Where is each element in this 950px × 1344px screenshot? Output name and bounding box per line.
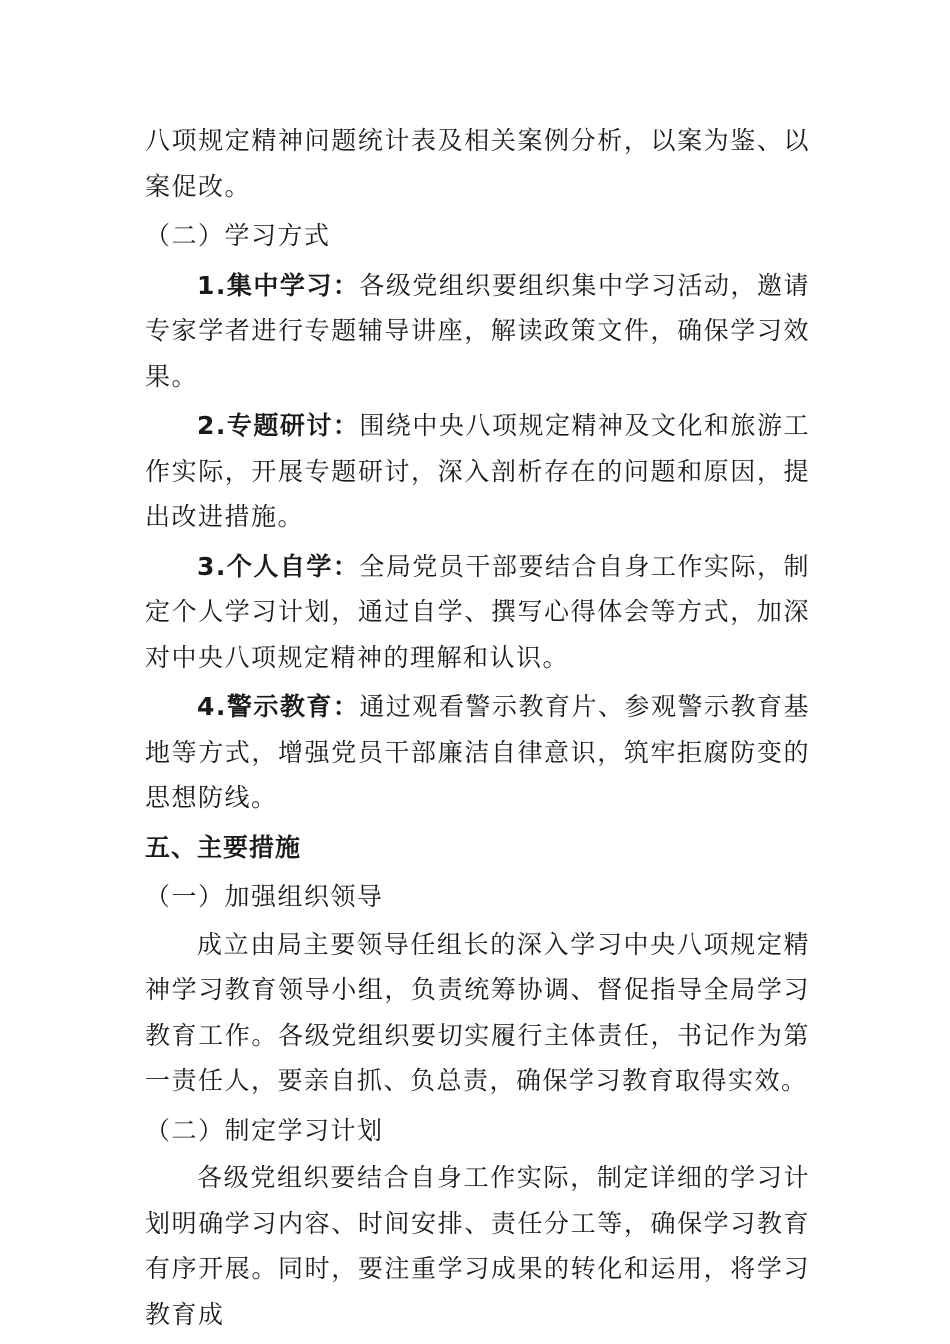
study-method-label-2: 2.专题研讨： — [197, 411, 360, 440]
organization-leadership-heading: （一）加强组织领导 — [145, 882, 384, 911]
study-method-item-4 — [145, 684, 810, 821]
study-method-text-1: 各级党组织要组织集中学习活动，邀请专家学者进行专题辅导讲座，解读政策文件，确保学习效果。 — [145, 270, 810, 391]
study-method-text-3: 全局党员干部要结合自身工作实际，制定个人学习计划，通过自学、撰写心得体会等方式，加深对中央八项规定精神的理解和认识。 — [145, 551, 810, 672]
continuation-paragraph: 八项规定精神问题统计表及相关案例分析，以案为鉴、以案促改。 — [145, 126, 810, 201]
study-method-item-2 — [145, 403, 810, 540]
study-method-item-1 — [145, 263, 810, 400]
document-body — [145, 118, 810, 1337]
study-method-text-2: 围绕中央八项规定精神及文化和旅游工作实际，开展专题研讨，深入剖析存在的问题和原因，提出改进措施。 — [145, 411, 810, 531]
study-method-text-4: 通过观看警示教育片、参观警示教育基地等方式，增强党员干部廉洁自律意识，筑牢拒腐防变的思想防线。 — [145, 692, 810, 812]
study-plan-heading: （二）制定学习计划 — [145, 1115, 384, 1145]
organization-leadership-paragraph: 成立由局主要领导任组长的深入学习中央八项规定精神学习教育领导小组，负责统筹协调、督促指导全局学习教育工作。各级党组织要切实履行主体责任，书记作为第一责任人，要亲自抓、负总责，确保学习教育取得实效。 — [145, 929, 810, 1095]
study-method-label-1: 1.集中学习： — [197, 270, 360, 300]
section-five-heading: 五、主要措施 — [145, 832, 302, 862]
study-method-label-3: 3.个人自学： — [197, 551, 360, 581]
study-plan-paragraph: 各级党组织要结合自身工作实际，制定详细的学习计划明确学习内容、时间安排、责任分工等，确保学习教育有序开展。同时，要注重学习成果的转化和运用，将学习教育成 — [145, 1163, 810, 1329]
study-methods-heading: （二）学习方式 — [145, 221, 331, 250]
study-method-label-4: 4.警示教育： — [197, 692, 360, 721]
study-method-item-3 — [145, 544, 810, 681]
